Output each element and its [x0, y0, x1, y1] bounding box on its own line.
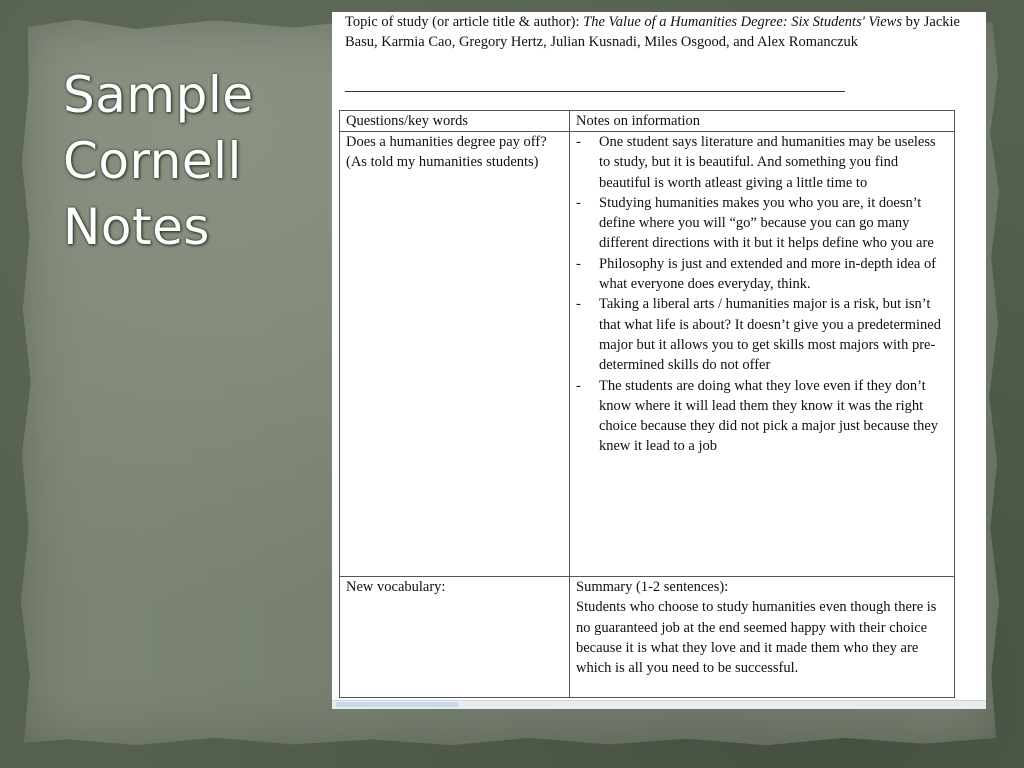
header-notes: Notes on information	[570, 111, 955, 132]
topic-label: Topic of study (or article title & author):	[345, 14, 584, 30]
notes-row	[340, 132, 955, 577]
article-title: The Value of a Humanities Degree: Six Students' Views	[583, 14, 902, 30]
summary-text: Students who choose to study humanities even though there is no guaranteed job at the end seemed happy with their choice because it is what they love and it made them who they are which is all you need to be successful.	[576, 599, 937, 677]
notes-cell	[570, 132, 955, 577]
notes-list	[576, 132, 948, 457]
vocab-summary-row	[340, 577, 955, 698]
title-line: Cornell	[63, 132, 242, 190]
document-bottom-strip	[332, 700, 986, 709]
cornell-notes-document	[332, 12, 986, 709]
slide-title	[63, 62, 303, 260]
summary-label: Summary (1-2 sentences):	[576, 579, 729, 595]
vocab-cell: New vocabulary:	[340, 577, 570, 698]
table-header-row	[340, 111, 955, 132]
note-item: - Philosophy is just and extended and more in-depth idea of what everyone does everyday, think.	[576, 254, 948, 295]
title-line: Notes	[63, 198, 210, 256]
topic-line	[345, 12, 965, 53]
article-authors: by Jackie Basu, Karmia Cao, Gregory Hertz, Julian Kusnadi, Miles Osgood, and Alex Romanczuk	[345, 14, 960, 51]
note-item: - One student says literature and humanities may be useless to study, but it is beautiful. And something you find beautiful is worth atleast giving a little time to	[576, 132, 948, 193]
strip-highlight	[336, 702, 458, 707]
summary-cell	[570, 577, 955, 698]
note-item: - The students are doing what they love even if they don’t know where it will lead them they know it was the right choice because they did not pick a major just because they knew it lead to a job	[576, 376, 948, 457]
note-item: - Studying humanities makes you who you are, it doesn’t define where you will “go” because you can go many different directions with it but it helps define who you are	[576, 193, 948, 254]
question-cell: Does a humanities degree pay off? (As told my humanities students)	[340, 132, 570, 577]
header-questions: Questions/key words	[340, 111, 570, 132]
cornell-table	[339, 110, 955, 698]
title-line: Sample	[63, 66, 254, 124]
topic-underline	[345, 91, 845, 92]
note-item: - Taking a liberal arts / humanities major is a risk, but isn’t that what life is about? It doesn’t give you a predetermined major but it allows you to get skills most majors with pre-determined skills do not offer	[576, 294, 948, 375]
